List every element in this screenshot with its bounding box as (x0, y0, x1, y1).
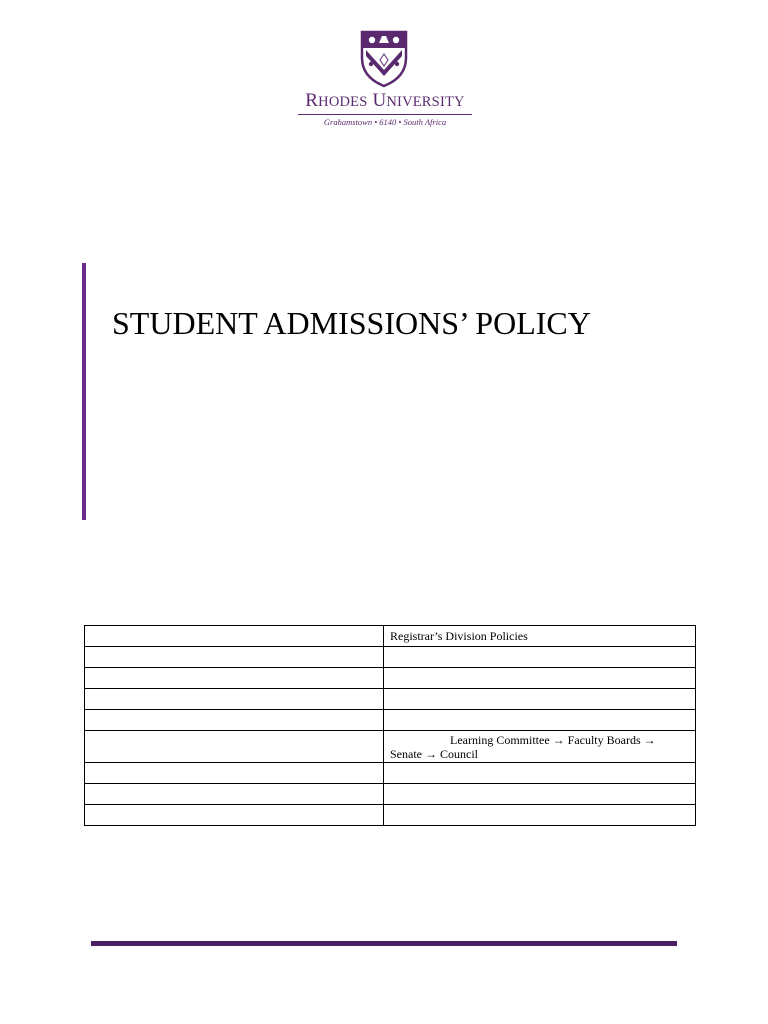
wordmark-rest-2: NIVERSITY (386, 94, 465, 110)
table-cell-label (85, 668, 384, 689)
university-wordmark (290, 90, 480, 112)
table-cell-value (384, 668, 696, 689)
table-cell-value: Registrar’s Division Policies (384, 626, 696, 647)
title-accent-bar (82, 263, 86, 520)
table-row (85, 647, 696, 668)
table-cell-value (384, 731, 696, 763)
table-cell-value (384, 763, 696, 784)
table-cell-label (85, 731, 384, 763)
university-crest-icon (360, 30, 408, 88)
table-row (85, 763, 696, 784)
table-row (85, 805, 696, 826)
policy-info-table (84, 625, 696, 826)
university-logo (290, 28, 480, 128)
table-cell-label (85, 626, 384, 647)
wordmark-initial-1: R (305, 90, 319, 111)
page-title: STUDENT ADMISSIONS’ POLICY (112, 305, 591, 341)
table-cell-value (384, 784, 696, 805)
logo-divider (298, 114, 472, 115)
table-row (85, 668, 696, 689)
table-cell-label (85, 805, 384, 826)
table-row (85, 731, 696, 763)
table-row (85, 626, 696, 647)
table-cell-label (85, 763, 384, 784)
table-cell-label (85, 784, 384, 805)
table-cell-value (384, 647, 696, 668)
table-cell-value (384, 689, 696, 710)
table-row (85, 710, 696, 731)
university-address: Grahamstown • 6140 • South Africa (323, 117, 447, 127)
table-cell-value (384, 805, 696, 826)
footer-divider (91, 941, 677, 946)
table-cell-label (85, 647, 384, 668)
table-cell-label (85, 689, 384, 710)
approval-route-text: Learning Committee → Faculty Boards → Senate → Council (390, 732, 656, 761)
table-cell-label (85, 710, 384, 731)
table-row (85, 689, 696, 710)
table-row (85, 784, 696, 805)
wordmark-initial-2: U (372, 90, 387, 111)
table-cell-value (384, 710, 696, 731)
wordmark-rest-1: HODES (318, 94, 368, 110)
